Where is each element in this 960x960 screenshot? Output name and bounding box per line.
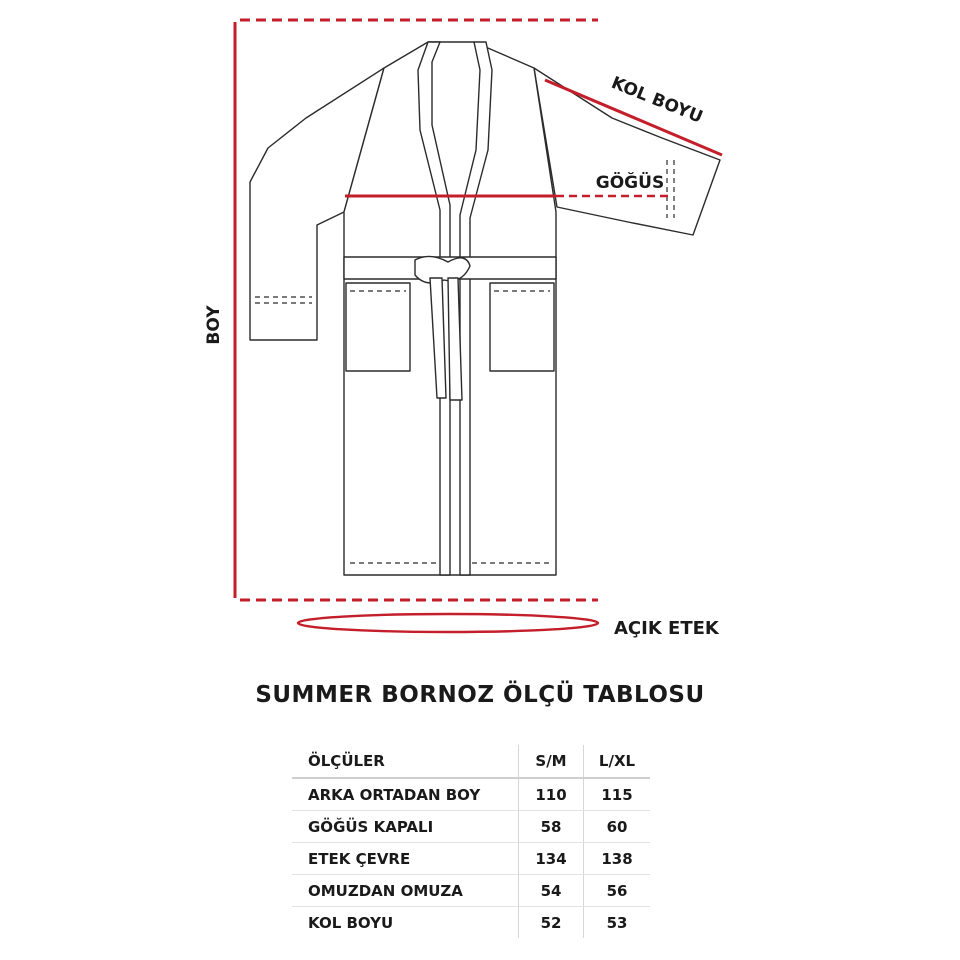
table-header-row — [292, 745, 650, 778]
table-row — [292, 843, 650, 875]
row-label: OMUZDAN OMUZA — [292, 875, 519, 907]
cell-lxl: 56 — [584, 875, 651, 907]
cell-sm: 52 — [519, 907, 584, 939]
pocket-left — [346, 283, 410, 371]
cell-sm: 134 — [519, 843, 584, 875]
row-label: GÖĞÜS KAPALI — [292, 811, 519, 843]
size-table — [292, 745, 650, 938]
header-sm: S/M — [519, 745, 584, 778]
pocket-right — [490, 283, 554, 371]
boy-label: BOY — [204, 305, 224, 345]
table-row — [292, 875, 650, 907]
row-label: ETEK ÇEVRE — [292, 843, 519, 875]
cell-lxl: 115 — [584, 778, 651, 811]
acik-etek-label: AÇIK ETEK — [614, 618, 719, 639]
row-label: KOL BOYU — [308, 913, 394, 932]
header-olculer: ÖLÇÜLER — [292, 745, 519, 778]
cell-sm: 54 — [519, 875, 584, 907]
header-lxl: L/XL — [584, 745, 651, 778]
cell-lxl: 60 — [584, 811, 651, 843]
cell-lxl: 138 — [584, 843, 651, 875]
cell-sm: 58 — [519, 811, 584, 843]
gogus-label: GÖĞÜS — [595, 173, 665, 193]
robe-outline — [250, 42, 720, 575]
table-row — [292, 778, 650, 811]
cell-sm: 110 — [519, 778, 584, 811]
acik-etek-ellipse — [298, 614, 598, 632]
table-row — [292, 811, 650, 843]
kol-boyu-label: KOL BOYU — [608, 73, 706, 128]
row-label: ARKA ORTADAN BOY — [292, 778, 519, 811]
cell-lxl: 53 — [584, 907, 651, 939]
table-row — [292, 907, 650, 939]
size-chart-title: SUMMER BORNOZ ÖLÇÜ TABLOSU — [255, 682, 705, 708]
